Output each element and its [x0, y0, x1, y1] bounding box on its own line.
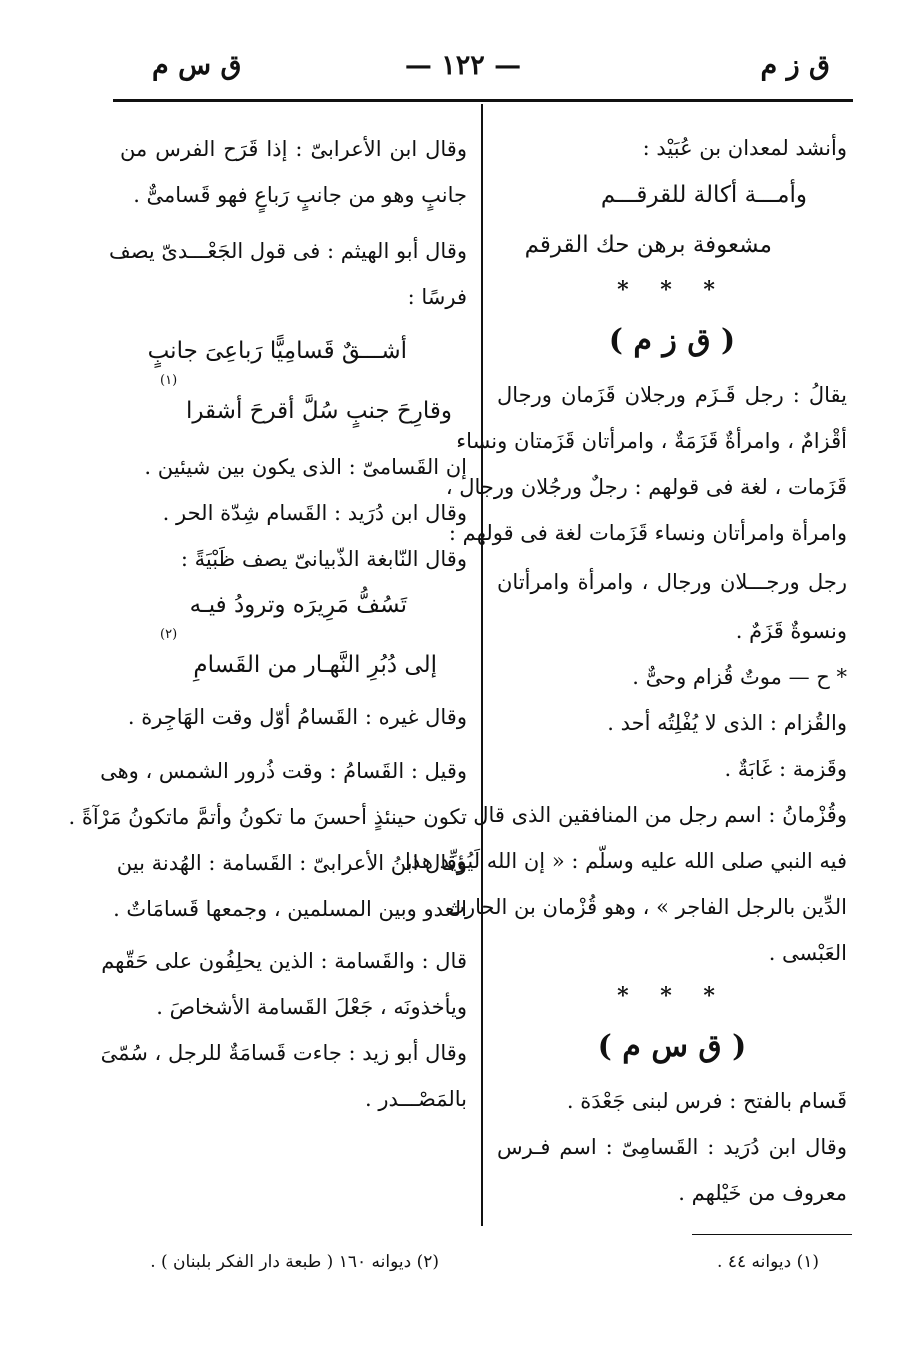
footnote-left: (٢) ديوانه ١٦٠ ( طبعة دار الفكر بلبنان ) .	[150, 1252, 439, 1272]
text-line: وقال ابن الأعرابىّ : إذا قَرَح الفرس من	[120, 137, 467, 161]
column-divider	[481, 104, 483, 1226]
text-line: وقال أبو زيد : جاءت قَسامَةٌ للرجل ، سُمّىَ	[100, 1041, 467, 1065]
text-line: قال : والقَسامة : الذين يحلِفُون على حَقّهم	[101, 949, 467, 973]
text-line: وأنشد لمعدان بن عُبَيْد :	[642, 136, 847, 160]
text-line: فيه النبي صلى الله عليه وسلّم : « إن الله لَيُؤيِّد هذا	[405, 849, 847, 873]
verse-line: وأمـــة أكالة للقرقـــم	[600, 182, 807, 208]
text-line: الدِّين بالرجل الفاجر » ، وهو قُزْمان بن الحارث	[445, 895, 847, 919]
verse-line: تَسُفُّ مَرِيرَه وترودُ فيـه	[189, 592, 407, 618]
text-line: ونسوةٌ قَزَمٌ .	[735, 619, 847, 643]
verse-line: مشعوفة برهن حك القرقم	[524, 232, 772, 258]
text-line: وقال ابن دُرَيد : القَسام شِدّة الحر .	[162, 501, 467, 525]
text-line: أقْزامٌ ، وامرأةٌ قَزَمَةٌ ، وامرأتان قَزَمتان ونساء	[456, 429, 847, 453]
text-line: وقُزْمانُ : اسم رجل من المنافقين الذى قال	[473, 803, 847, 827]
text-line: وامرأة وامرأتان ونساء قَزَمات لغة فى قولهم :	[448, 521, 847, 545]
text-line: وقال أبو الهيثم : فى قول الجَعْـــدىّ يصف	[108, 239, 467, 263]
header-root-right: ق ز م	[760, 50, 830, 81]
text-line: العَبْسى .	[768, 941, 847, 965]
text-line: وقَزمة : غَابَةٌ .	[724, 757, 847, 781]
text-line: بالمَصْـــدر .	[365, 1087, 467, 1111]
verse-line: إلى دُبُرِ النَّهـار من القَسامِ	[193, 652, 437, 678]
text-line: يقالُ : رجل قَـزَم ورجلان قَزَمان ورجال	[497, 383, 847, 407]
text-line: ويأخذونَه ، جَعْلَ القَسامة الأشخاصَ .	[156, 995, 467, 1019]
section-title: ( ق س م )	[597, 1029, 747, 1064]
text-line: فرسًا :	[407, 285, 467, 309]
section-separator: * * *	[617, 983, 727, 1009]
text-line: جانبٍ وهو من جانبٍ رَباعٍ فهو قَسامىٌّ .	[133, 183, 467, 207]
section-separator: * * *	[617, 277, 727, 303]
text-line: وقال النّابغة الذّبيانىّ يصف ظَبْيَةً :	[180, 547, 467, 571]
text-line: وقيل : القَسامُ : وقت ذُرور الشمس ، وهى	[100, 759, 467, 783]
section-title: ( ق ز م )	[608, 323, 736, 358]
text-line: قَزَمات ، لغة فى قولهم : رجلٌ ورجُلان ورجال ،	[445, 475, 847, 499]
footnote-marker: (١)	[160, 373, 178, 388]
text-line: إن القَسامىّ : الذى يكون بين شيئين .	[144, 455, 467, 479]
footnote-marker: (٢)	[160, 627, 178, 642]
verse-line: وقارِحَ جنبٍ سُلَّ أقرحَ أشقرا	[185, 398, 452, 424]
header-rule	[113, 99, 853, 102]
footnote-rule	[692, 1234, 852, 1235]
text-line: وقال ابنُ الأعرابىّ : القَسامة : الهُدنة بين	[116, 851, 467, 875]
text-line: وقال ابن دُرَيد : القَسامِىّ : اسم فـرس	[497, 1135, 847, 1159]
text-line: معروف من خَيْلهم .	[678, 1181, 847, 1205]
page-number: — ١٢٢ —	[404, 50, 522, 81]
verse-line: أشـــقٌ قَسامِيًّا رَباعِىَ جانبٍ	[147, 338, 407, 364]
text-line: * ح — موتٌ قُزام وحىٌّ .	[632, 665, 847, 689]
text-line: العدو وبين المسلمين ، وجمعها قَسامَاتٌ .	[113, 897, 467, 921]
footnote-right: (١) ديوانه ٤٤ .	[717, 1252, 819, 1272]
header-root-left: ق س م	[152, 50, 242, 81]
text-line: وقال غيره : القَسامُ أوّل وقت الهَاجِرة .	[127, 705, 467, 729]
text-line: رجل ورجـــلان ورجال ، وامرأة وامرأتان	[497, 570, 847, 594]
left-column	[68, 126, 467, 1122]
text-line: قَسام بالفتح : فرس لبنى جَعْدَة .	[566, 1089, 847, 1113]
text-line: تكون حينئذٍ أحسنَ ما تكونُ وأتمَّ ماتكونُ مَرْآةً .	[68, 805, 467, 829]
text-line: والقُزام : الذى لا يُفْلِتُه أحد .	[607, 711, 847, 735]
